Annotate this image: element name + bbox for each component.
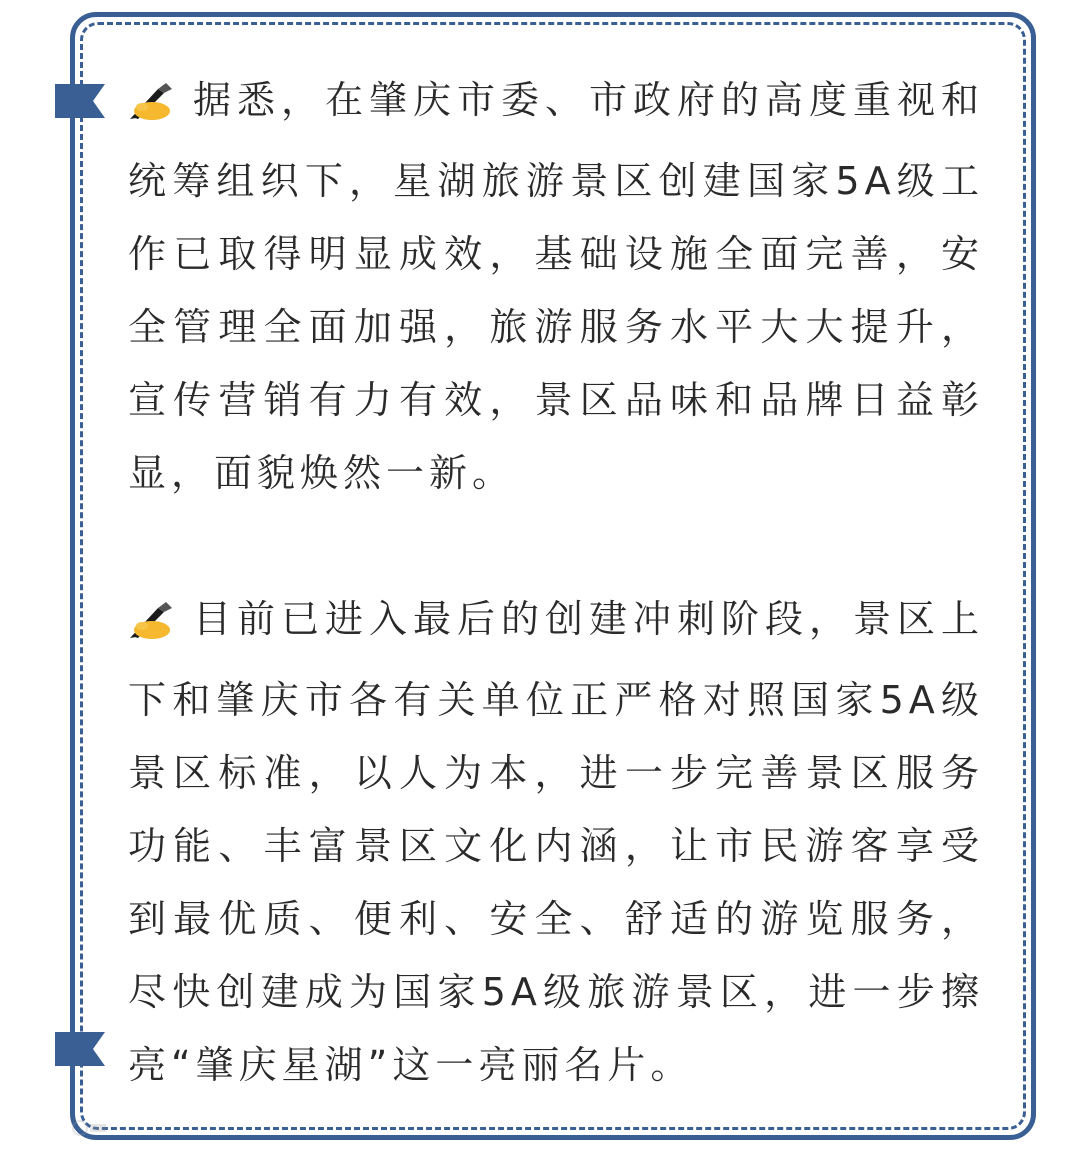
ribbon-tab-bottom-icon — [55, 1032, 105, 1066]
paragraph-1 — [128, 64, 984, 510]
ribbon-tab-top-icon — [55, 84, 105, 118]
paragraph-2-text: 目前已进入最后的创建冲刺阶段，景区上下和肇庆市各有关单位正严格对照国家5A级景区标准，以人为本，进一步完善景区服务功能、丰富景区文化内涵，让市民游客享受到最优质、便利、安全、舒适的游览服务，尽快创建成为国家5A级旅游景区，进一步擦亮“肇庆星湖”这一亮丽名片。 — [128, 597, 984, 1087]
watermark-logo-icon — [70, 1118, 110, 1138]
writing-hand-icon — [128, 72, 176, 145]
paragraph-1-text: 据悉，在肇庆市委、市政府的高度重视和统筹组织下，星湖旅游景区创建国家5A级工作已取得明显成效，基础设施全面完善，安全管理全面加强，旅游服务水平大大提升，宣传营销有力有效，景区品味和品牌日益彰显，面貌焕然一新。 — [128, 78, 984, 495]
paragraph-2 — [128, 583, 984, 1102]
writing-hand-icon — [128, 591, 176, 664]
article-body — [128, 64, 984, 1102]
